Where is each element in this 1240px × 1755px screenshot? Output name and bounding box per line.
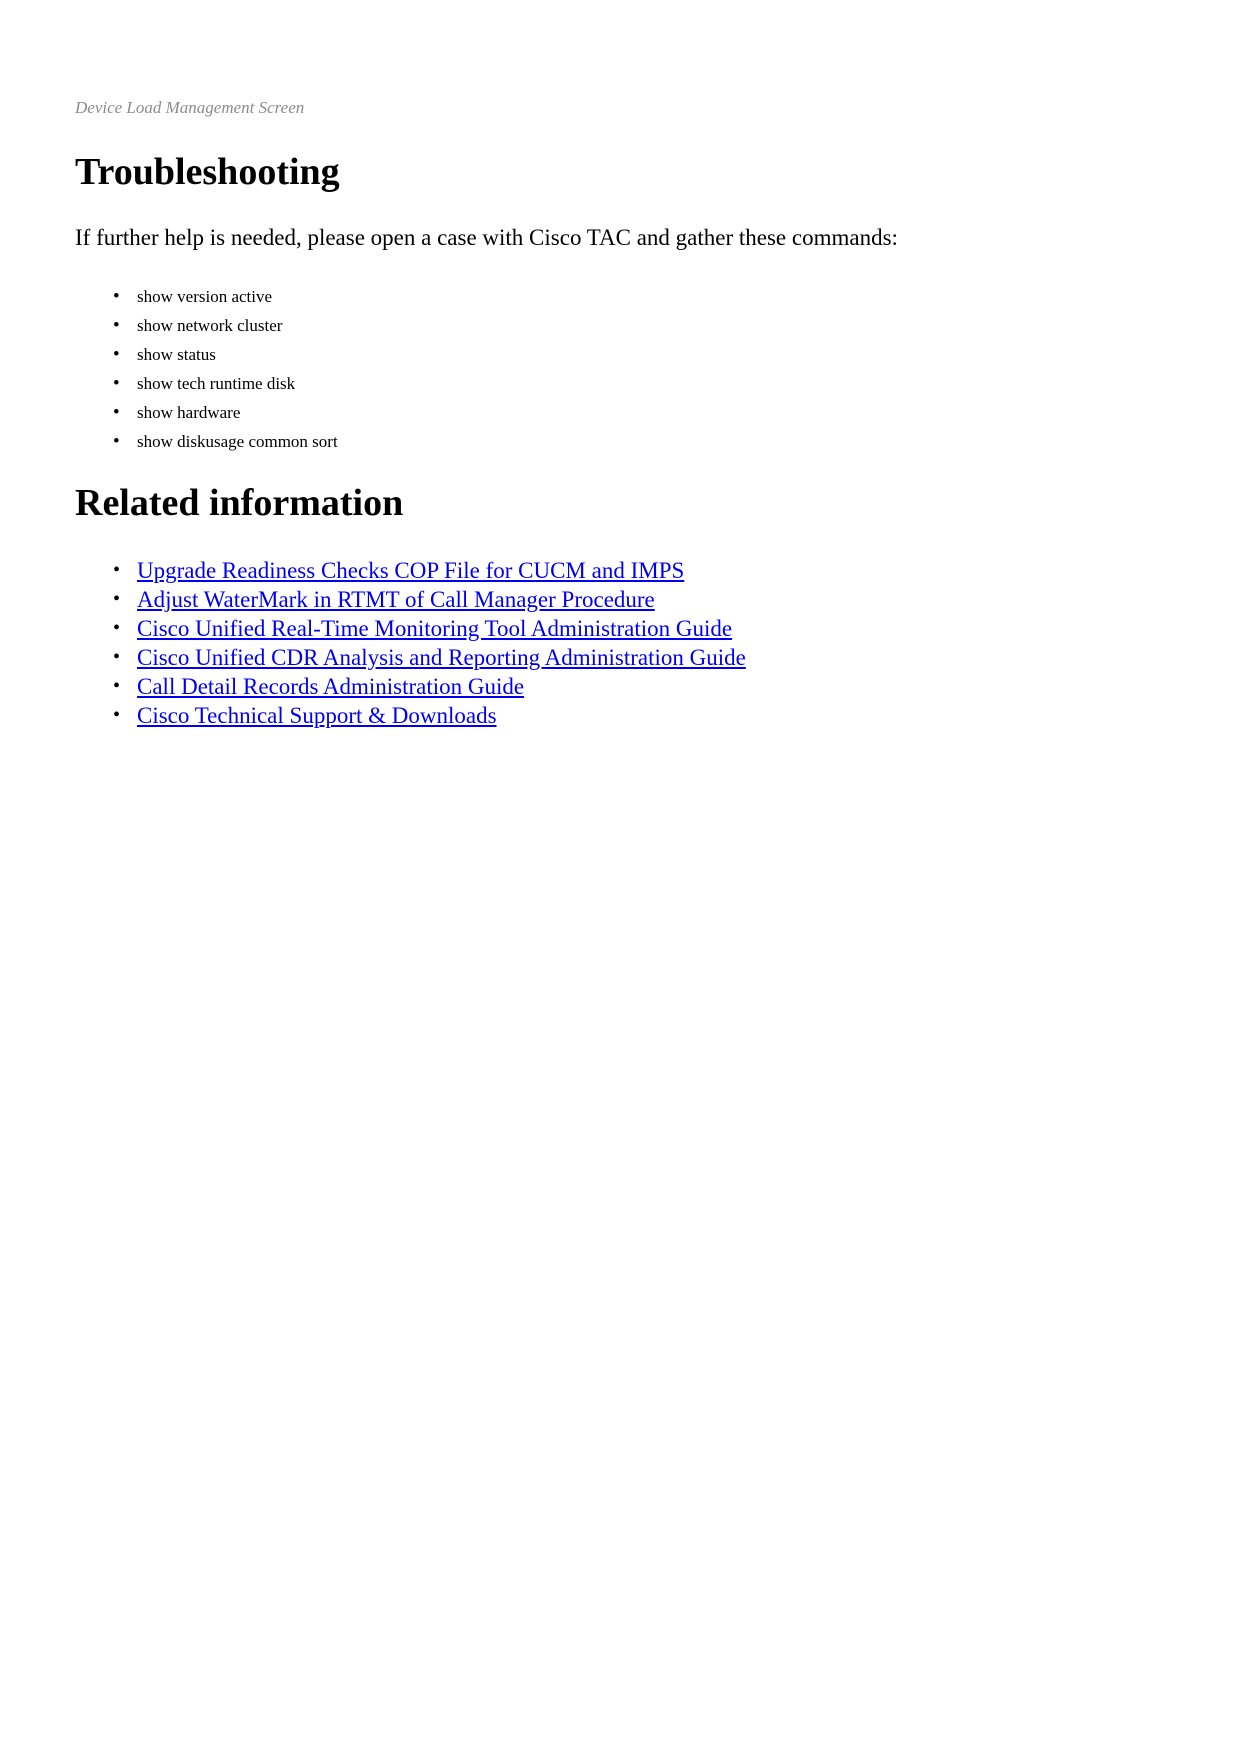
- command-item: [75, 340, 338, 369]
- bullet-icon: •: [113, 344, 120, 365]
- command-text: show network cluster: [137, 316, 283, 335]
- bullet-icon: •: [113, 286, 120, 307]
- command-text: show hardware: [137, 403, 241, 422]
- related-link-item: [75, 585, 746, 614]
- bullet-icon: •: [113, 588, 121, 610]
- bullet-icon: •: [113, 675, 121, 697]
- bullet-icon: •: [113, 617, 121, 639]
- bullet-icon: •: [113, 704, 121, 726]
- command-text: show version active: [137, 287, 273, 306]
- link-cdr-analysis-guide[interactable]: Cisco Unified CDR Analysis and Reporting Administration Guide: [137, 645, 746, 670]
- bullet-icon: •: [113, 402, 120, 423]
- related-link-item: [75, 701, 746, 730]
- link-technical-support-downloads[interactable]: Cisco Technical Support & Downloads: [137, 703, 497, 728]
- link-call-detail-records-guide[interactable]: Call Detail Records Administration Guide: [137, 674, 525, 699]
- link-rtmt-admin-guide[interactable]: Cisco Unified Real-Time Monitoring Tool Administration Guide: [137, 616, 733, 641]
- related-links-list: [75, 556, 746, 730]
- bullet-icon: •: [113, 373, 120, 394]
- command-item: [75, 311, 338, 340]
- command-item: [75, 369, 338, 398]
- related-link-item: [75, 556, 746, 585]
- figure-caption: Device Load Management Screen: [75, 98, 305, 117]
- troubleshooting-heading: Troubleshooting: [75, 151, 340, 193]
- related-information-heading: Related information: [75, 482, 404, 524]
- bullet-icon: •: [113, 646, 121, 668]
- troubleshooting-intro: If further help is needed, please open a case with Cisco TAC and gather these commands:: [75, 225, 898, 250]
- command-item: [75, 427, 338, 456]
- bullet-icon: •: [113, 559, 121, 581]
- link-adjust-watermark-rtmt[interactable]: Adjust WaterMark in RTMT of Call Manager Procedure: [137, 587, 655, 612]
- command-text: show tech runtime disk: [137, 374, 296, 393]
- command-text: show diskusage common sort: [137, 432, 338, 451]
- related-link-item: [75, 672, 746, 701]
- bullet-icon: •: [113, 431, 120, 452]
- command-list: [75, 282, 338, 456]
- bullet-icon: •: [113, 315, 120, 336]
- command-item: [75, 282, 338, 311]
- command-text: show status: [137, 345, 216, 364]
- command-item: [75, 398, 338, 427]
- related-link-item: [75, 643, 746, 672]
- related-link-item: [75, 614, 746, 643]
- link-upgrade-readiness-cop[interactable]: Upgrade Readiness Checks COP File for CUCM and IMPS: [137, 558, 685, 583]
